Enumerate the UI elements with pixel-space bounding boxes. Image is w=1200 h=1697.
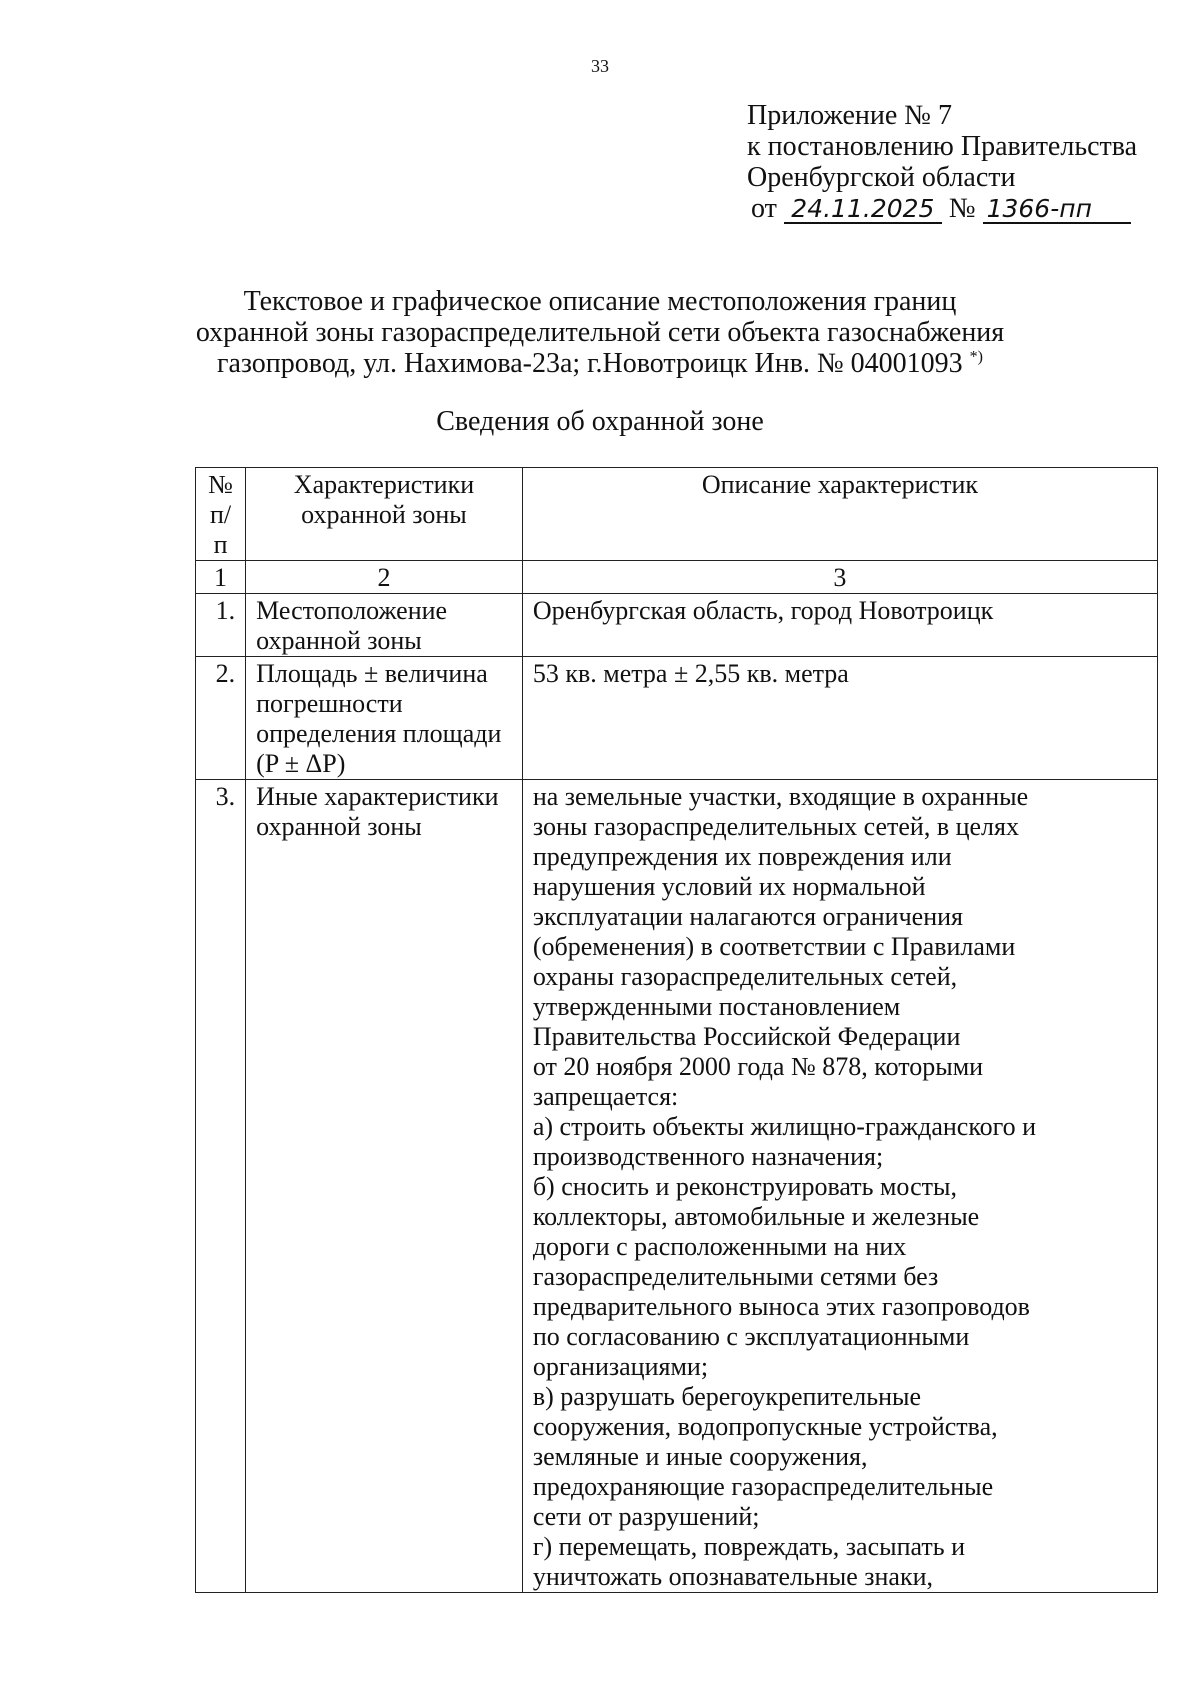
description-line: (обременения) в соответствии с Правилами [532, 932, 1016, 961]
header-desc: Описание характеристик [522, 468, 1157, 561]
row-characteristic: Площадь ± величина погрешности определения площади (P ± ΔP) [246, 657, 523, 780]
annex-number-label: № [948, 193, 976, 224]
description-line: запрещается: [532, 1082, 679, 1111]
description-line: эксплуатации налагаются ограничения [532, 902, 963, 931]
row-number: 3. [196, 780, 246, 1593]
annex-number-handwritten: 1366-пп [983, 196, 1131, 224]
description-line: нарушения условий их нормальной [532, 872, 926, 901]
row-description: Оренбургская область, город Новотроицк [522, 594, 1157, 657]
title-line-3-text: газопровод, ул. Нахимова-23а; г.Новотроицк Инв. № 04001093 [217, 348, 963, 379]
document-title [0, 286, 1200, 379]
description-line: организациями; [532, 1352, 709, 1381]
description-line: предупреждения их повреждения или [532, 842, 952, 871]
zone-table [195, 467, 1158, 1593]
description-line: а) строить объекты жилищно-гражданского и [532, 1112, 1037, 1141]
description-line: дороги с расположенными на них [532, 1232, 907, 1261]
page-number: 33 [591, 56, 609, 76]
title-line-3 [0, 348, 1200, 379]
description-line: сооружения, водопропускные устройства, [532, 1412, 998, 1441]
description-line: от 20 ноября 2000 года № 878, которыми [532, 1052, 984, 1081]
description-line: земляные и иные сооружения, [532, 1442, 868, 1471]
table-index-row [196, 561, 1158, 594]
header-char: Характеристики охранной зоны [246, 468, 523, 561]
description-line: предохраняющие газораспределительные [532, 1472, 994, 1501]
index-cell-3: 3 [522, 561, 1157, 594]
section-subtitle: Сведения об охранной зоне [436, 406, 764, 437]
annex-line-3: Оренбургской области [747, 162, 1016, 193]
description-line: в) разрушать берегоукрепительные [532, 1382, 921, 1411]
description-line: б) сносить и реконструировать мосты, [532, 1172, 957, 1201]
description-line: коллекторы, автомобильные и железные [532, 1202, 980, 1231]
description-line: уничтожать опознавательные знаки, [532, 1562, 934, 1591]
header-num: № п/п [196, 468, 246, 561]
annex-block [747, 100, 1137, 224]
description-line: утвержденными постановлением [532, 992, 901, 1021]
row-characteristic: Местоположение охранной зоны [246, 594, 523, 657]
description-line: зоны газораспределительных сетей, в целях [532, 812, 1019, 841]
description-line: Правительства Российской Федерации [532, 1022, 961, 1051]
table-row [196, 594, 1158, 657]
description-line: предварительного выноса этих газопроводов [532, 1292, 1030, 1321]
table-row [196, 780, 1158, 1593]
description-line: на земельные участки, входящие в охранные [532, 782, 1029, 811]
description-line: газораспределительными сетями без [532, 1262, 939, 1291]
description-line: г) перемещать, повреждать, засыпать и [532, 1532, 965, 1561]
title-line-1: Текстовое и графическое описание местоположения границ [243, 286, 957, 317]
annex-from-label: от [751, 193, 777, 224]
row-description: 53 кв. метра ± 2,55 кв. метра [522, 657, 1157, 780]
table-header-row [196, 468, 1158, 561]
description-line: сети от разрушений; [532, 1502, 760, 1531]
title-line-2: охранной зоны газораспределительной сети объекта газоснабжения [195, 317, 1005, 348]
description-line: по согласованию с эксплуатационными [532, 1322, 970, 1351]
annex-date-line [747, 193, 1137, 224]
annex-line-2: к постановлению Правительства [747, 131, 1138, 162]
annex-line-1: Приложение № 7 [747, 100, 952, 131]
title-footnote-mark: *) [969, 348, 983, 366]
index-cell-1: 1 [196, 561, 246, 594]
annex-date-handwritten: 24.11.2025 [784, 196, 942, 224]
row-number: 2. [196, 657, 246, 780]
description-line: производственного назначения; [532, 1142, 884, 1171]
description-line: охраны газораспределительных сетей, [532, 962, 958, 991]
row-number: 1. [196, 594, 246, 657]
row-characteristic: Иные характеристики охранной зоны [246, 780, 523, 1593]
table-row [196, 657, 1158, 780]
row-description [522, 780, 1157, 1593]
index-cell-2: 2 [246, 561, 523, 594]
